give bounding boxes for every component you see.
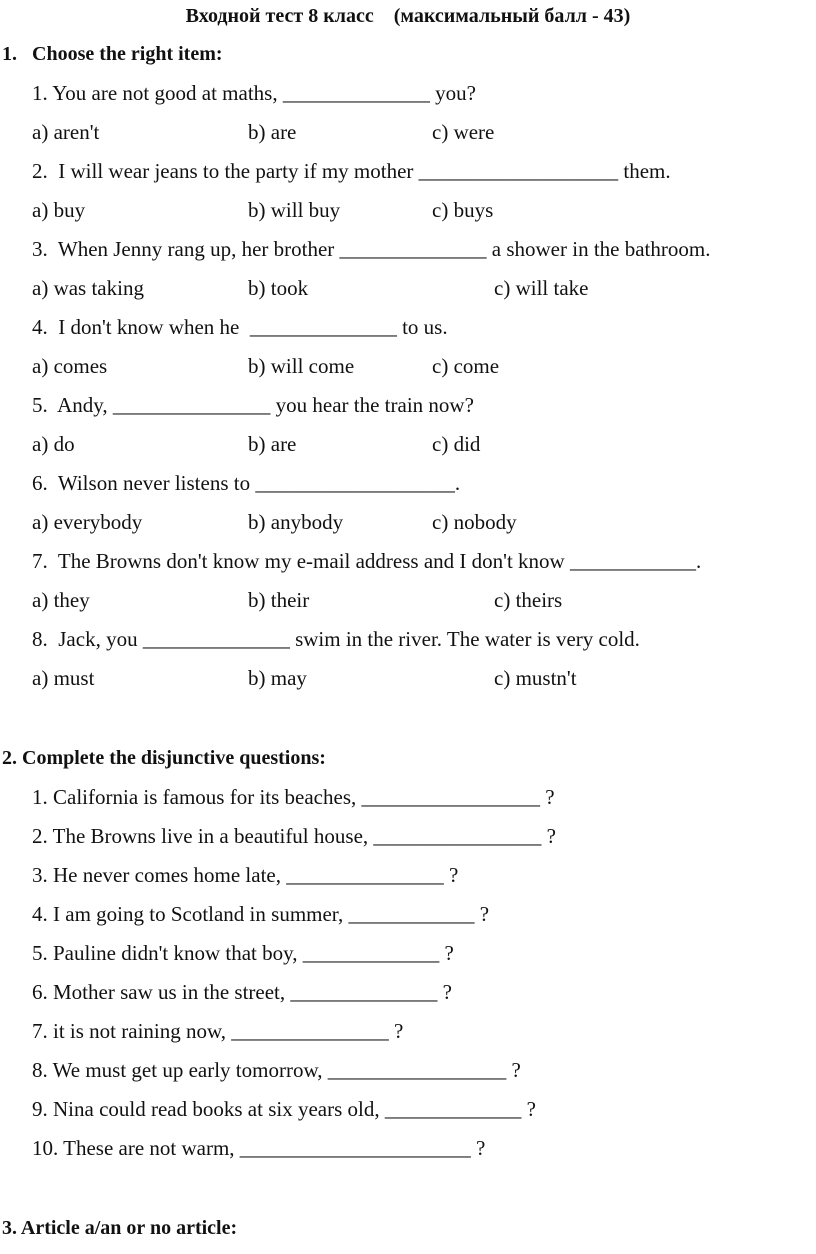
q1-option-a: a) aren't xyxy=(32,120,100,144)
q7-option-a: a) they xyxy=(32,588,90,612)
question-1: 1. You are not good at maths, ______________ you? xyxy=(32,81,476,105)
q7-option-b: b) their xyxy=(248,588,310,612)
q1-option-c: c) were xyxy=(432,120,495,144)
question-5: 5. Andy, _______________ you hear the train now? xyxy=(32,393,474,417)
q3-option-a: a) was taking xyxy=(32,276,144,300)
q4-option-a: a) comes xyxy=(32,354,108,378)
q6-option-c: c) nobody xyxy=(432,510,517,534)
q5-option-a: a) do xyxy=(32,432,75,456)
section-1-heading: 1. Choose the right item: xyxy=(2,43,223,65)
q2-option-b: b) will buy xyxy=(248,198,341,222)
q8-option-a: a) must xyxy=(32,666,95,690)
q2-option-a: a) buy xyxy=(32,198,86,222)
question-6: 6. Wilson never listens to ___________________. xyxy=(32,471,461,495)
disjunctive-item-8: 8. We must get up early tomorrow, _________________ ? xyxy=(32,1058,521,1082)
q4-option-c: c) come xyxy=(432,354,500,378)
section-2-heading: 2. Complete the disjunctive questions: xyxy=(2,747,326,769)
q8-option-b: b) may xyxy=(248,666,307,690)
q1-option-b: b) are xyxy=(248,120,297,144)
disjunctive-item-6: 6. Mother saw us in the street, ______________ ? xyxy=(32,980,452,1004)
section-3-heading: 3. Article a/an or no article: xyxy=(2,1217,238,1239)
disjunctive-item-1: 1. California is famous for its beaches, _________________ ? xyxy=(32,785,555,809)
disjunctive-item-10: 10. These are not warm, ______________________ ? xyxy=(32,1136,486,1160)
disjunctive-item-2: 2. The Browns live in a beautiful house, ________________ ? xyxy=(32,824,556,848)
question-8: 8. Jack, you ______________ swim in the river. The water is very cold. xyxy=(32,627,640,651)
disjunctive-item-3: 3. He never comes home late, _______________ ? xyxy=(32,863,459,887)
q3-option-c: c) will take xyxy=(494,276,589,300)
q6-option-a: a) everybody xyxy=(32,510,143,534)
q7-option-c: c) theirs xyxy=(494,588,563,612)
q4-option-b: b) will come xyxy=(248,354,355,378)
q8-option-c: c) mustn't xyxy=(494,666,577,690)
question-2: 2. I will wear jeans to the party if my mother ___________________ them. xyxy=(32,159,671,183)
disjunctive-item-7: 7. it is not raining now, _______________ ? xyxy=(32,1019,404,1043)
question-4: 4. I don't know when he ______________ to us. xyxy=(32,315,448,339)
page-title: Входной тест 8 класс (максимальный балл - 43) xyxy=(185,5,631,27)
q5-option-b: b) are xyxy=(248,432,297,456)
disjunctive-item-5: 5. Pauline didn't know that boy, _____________ ? xyxy=(32,941,454,965)
question-7: 7. The Browns don't know my e-mail address and I don't know ____________. xyxy=(32,549,702,573)
q5-option-c: c) did xyxy=(432,432,481,456)
q2-option-c: c) buys xyxy=(432,198,494,222)
question-3: 3. When Jenny rang up, her brother ______________ a shower in the bathroom. xyxy=(32,237,711,261)
q3-option-b: b) took xyxy=(248,276,309,300)
disjunctive-item-4: 4. I am going to Scotland in summer, ____________ ? xyxy=(32,902,490,926)
disjunctive-item-9: 9. Nina could read books at six years old, _____________ ? xyxy=(32,1097,536,1121)
q6-option-b: b) anybody xyxy=(248,510,344,534)
